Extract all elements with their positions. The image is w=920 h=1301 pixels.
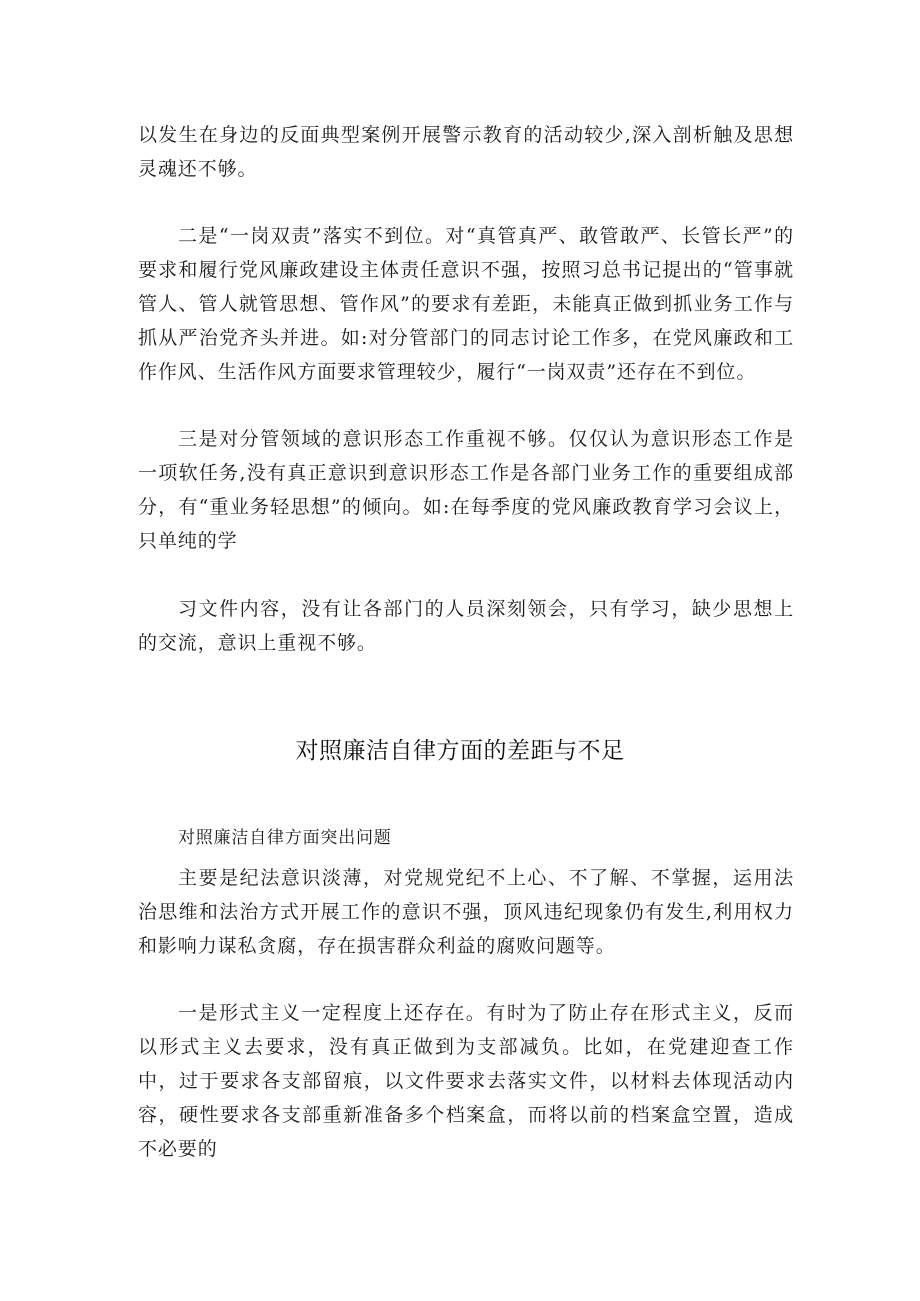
paragraph-formalism: 一是形式主义一定程度上还存在。有时为了防止存在形式主义，反而以形式主义去要求，没有真正做到为支部减负。比如，在党建迎查工作中，过于要求各支部留痕，以文件要求去落实文件，以材料去体现活动内容，硬性要求各支部重新准备多个档案盒，而将以前的档案盒空置，造成不必要的 [138,1002,794,1160]
sub-heading: 对照廉洁自律方面突出问题 [178,828,392,848]
section-heading: 对照廉洁自律方面的差距与不足 [295,738,625,764]
paragraph-point-two: 二是“一岗双责”落实不到位。对“真管真严、敢管敢严、长管长严”的要求和履行党风廉政建设主体责任意识不强，按照习总书记提出的“管事就管人、管人就管思想、管作风”的要求有差距，未能真正做到抓业务工作与抓从严治党齐头并进。如:对分管部门的同志讨论工作多，在党风廉政和工作作风、生活作风方面要求管理较少，履行“一岗双责”还存在不到位。 [138,225,794,383]
paragraph-point-three: 三是对分管领域的意识形态工作重视不够。仅仅认为意识形态工作是一项软任务,没有真正意识到意识形态工作是各部门业务工作的重要组成部分，有“重业务轻思想”的倾向。如:在每季度的党风廉政教育学习会议上，只单纯的学 [138,428,794,552]
paragraph-continuation: 以发生在身边的反面典型案例开展警示教育的活动较少,深入剖析触及思想灵魂还不够。 [138,124,794,180]
paragraph-main-issue: 主要是纪法意识淡薄，对党规党纪不上心、不了解、不掌握，运用法治思维和法治方式开展工作的意识不强，顶风违纪现象仍有发生,利用权力和影响力谋私贪腐，存在损害群众利益的腐败问题等。 [138,867,794,957]
paragraph-point-three-continued: 习文件内容，没有让各部门的人员深刻领会，只有学习，缺少思想上的交流，意识上重视不够。 [138,598,794,654]
